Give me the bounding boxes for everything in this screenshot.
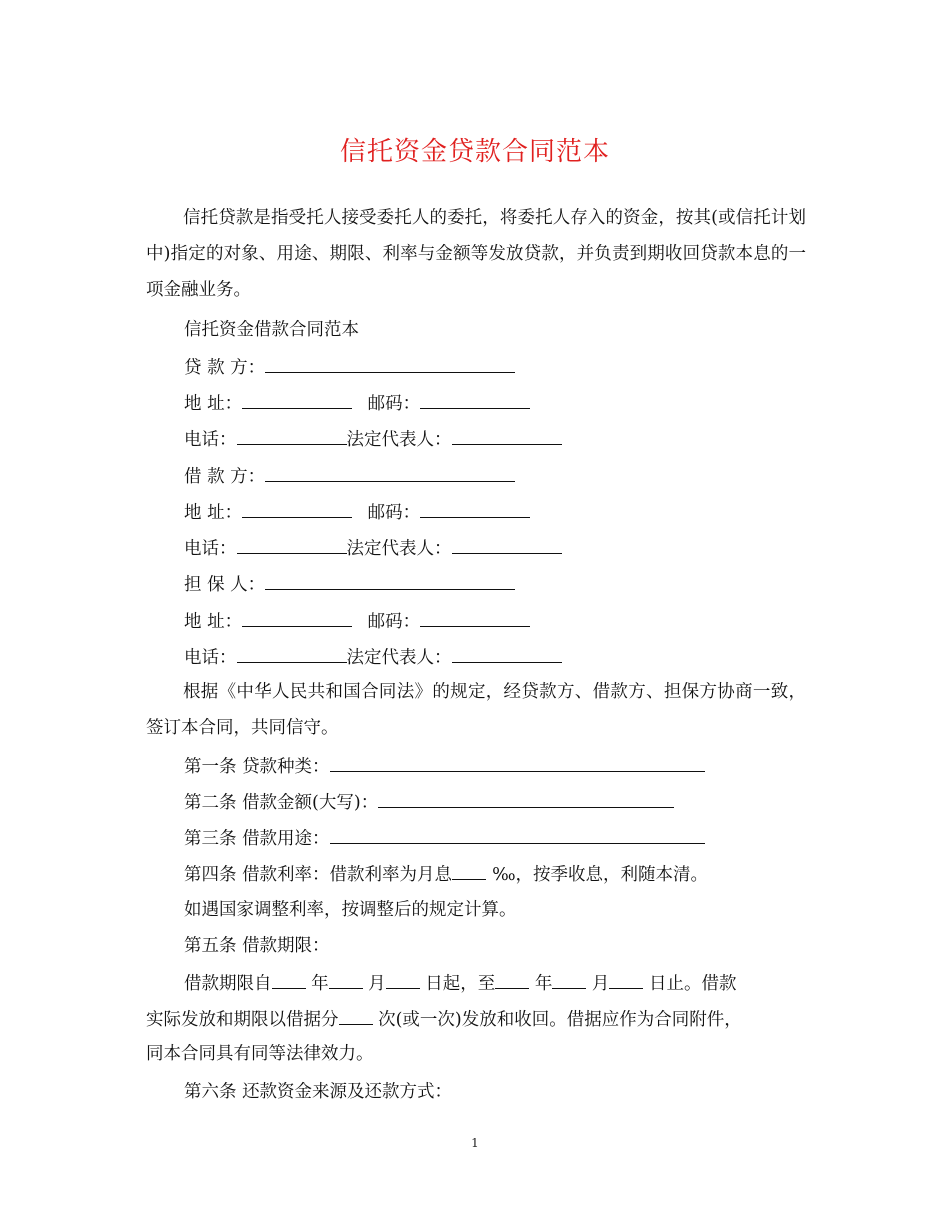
postcode-blank: [420, 608, 530, 627]
installment-suffix: 次(或一次)发放和收回。借据应作为合同附件，: [378, 1010, 742, 1030]
article-4-note: 如遇国家调整利率，按调整后的规定计算。: [184, 900, 517, 920]
postcode-label: 邮码：: [367, 503, 421, 523]
article-2-label: 第二条 借款金额(大写)：: [184, 793, 379, 813]
borrower-phone-line: [184, 535, 562, 561]
year-label: 年: [534, 974, 553, 994]
lender-label: 贷 款 方：: [184, 358, 266, 378]
term-from-label: 借款期限自: [184, 974, 272, 994]
legal-rep-label: 法定代表人：: [346, 539, 452, 559]
guarantor-label: 担 保 人：: [184, 575, 266, 595]
phone-label: 电话：: [184, 430, 237, 450]
month-label: 月: [368, 974, 386, 994]
installment-blank: [339, 1006, 373, 1025]
legal-rep-label: 法定代表人：: [346, 648, 452, 668]
month-label: 月: [591, 974, 610, 994]
article-3-label: 第三条 借款用途：: [184, 829, 330, 849]
article-2: [184, 789, 674, 815]
phone-label: 电话：: [184, 539, 237, 559]
article-1-blank: [330, 753, 705, 772]
article-6: 第六条 还款资金来源及还款方式：: [184, 1082, 453, 1102]
borrower-address-line: [184, 499, 530, 525]
article-3: [184, 825, 705, 851]
legal-rep-blank: [452, 535, 562, 554]
borrower-blank: [265, 463, 515, 482]
phone-blank: [237, 644, 347, 663]
lender-line: [184, 354, 515, 380]
article-5: 第五条 借款期限：: [184, 936, 330, 956]
phone-blank: [237, 426, 347, 445]
postcode-label: 邮码：: [367, 394, 421, 414]
basis-paragraph: 根据《中华人民共和国合同法》的规定，经贷款方、借款方、担保方协商一致，签订本合同，共同信守。: [146, 682, 806, 738]
article-5-line-2: [146, 1006, 742, 1032]
article-4-label: 第四条 借款利率：借款利率为月息: [184, 865, 453, 885]
to-month-blank: [552, 970, 586, 989]
year-label: 年: [311, 974, 329, 994]
article-1-label: 第一条 贷款种类：: [184, 757, 330, 777]
legal-rep-blank: [452, 426, 562, 445]
guarantor-blank: [265, 571, 515, 590]
to-year-blank: [495, 970, 529, 989]
address-label: 地 址：: [184, 394, 243, 414]
intro-paragraph: 信托贷款是指受托人接受委托人的委托，将委托人存入的资金，按其(或信托计划中)指定的对象、用途、期限、利率与金额等发放贷款，并负责到期收回贷款本息的一项金融业务。: [146, 208, 806, 300]
article-2-blank: [378, 789, 674, 808]
address-label: 地 址：: [184, 503, 243, 523]
from-year-blank: [272, 970, 306, 989]
from-day-blank: [386, 970, 420, 989]
address-blank: [242, 390, 352, 409]
lender-blank: [265, 354, 515, 373]
postcode-blank: [420, 499, 530, 518]
lender-address-line: [184, 390, 530, 416]
rate-blank: [452, 861, 486, 880]
guarantor-address-line: [184, 608, 530, 634]
postcode-blank: [420, 390, 530, 409]
lender-phone-line: [184, 426, 562, 452]
phone-label: 电话：: [184, 648, 237, 668]
article-5-line-1: [184, 970, 736, 996]
postcode-label: 邮码：: [367, 612, 421, 632]
guarantor-line: [184, 571, 515, 597]
article-3-blank: [330, 825, 705, 844]
from-month-blank: [329, 970, 363, 989]
subtitle: 信托资金借款合同范本: [184, 320, 359, 340]
address-label: 地 址：: [184, 612, 243, 632]
article-4: [184, 861, 708, 887]
guarantor-phone-line: [184, 644, 562, 670]
page-number: 1: [471, 1136, 479, 1150]
borrower-label: 借 款 方：: [184, 467, 266, 487]
article-1: [184, 753, 705, 779]
installment-label: 实际发放和期限以借据分: [146, 1010, 339, 1030]
borrower-line: [184, 463, 515, 489]
to-day-blank: [609, 970, 643, 989]
phone-blank: [237, 535, 347, 554]
legal-rep-label: 法定代表人：: [346, 430, 452, 450]
day-from-label: 日起，至: [425, 974, 496, 994]
day-to-label: 日止。借款: [648, 974, 737, 994]
address-blank: [242, 499, 352, 518]
address-blank: [242, 608, 352, 627]
legal-rep-blank: [452, 644, 562, 663]
document-title: 信托资金贷款合同范本: [339, 137, 610, 167]
article-5-line-3: 同本合同具有同等法律效力。: [146, 1044, 374, 1064]
article-4-suffix: ‰，按季收息，利随本清。: [492, 865, 709, 885]
